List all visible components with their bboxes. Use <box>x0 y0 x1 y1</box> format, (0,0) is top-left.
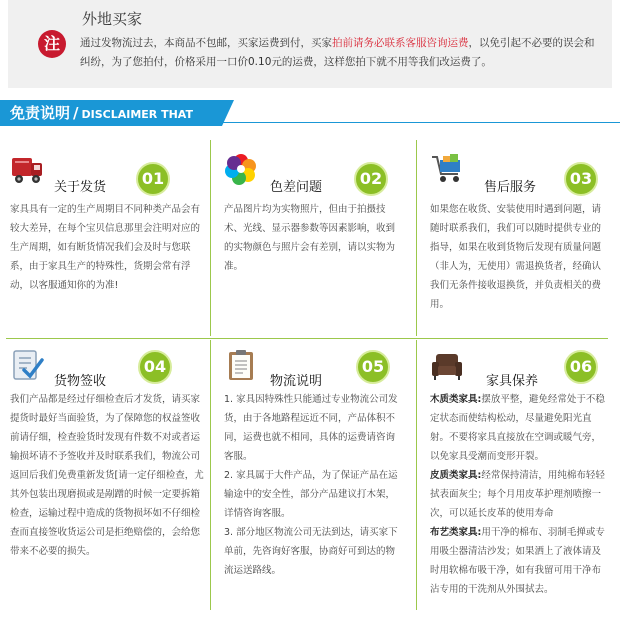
notice-badge: 注 <box>38 30 66 58</box>
grid-divider-v1 <box>210 140 211 336</box>
cell-body: 如果您在收货、安装使用时遇到问题，请随时联系我们，我们可以随时提供专业的指导，如果在收到货物后发现有质量问题（非人为，无使用）需退换货者，经确认我们无条件接收退换货，并负责相关的费用。 <box>430 204 602 310</box>
care-item-wood <box>430 390 608 466</box>
notice-text-highlight: 拍前请务必联系客服咨询运费 <box>332 37 469 49</box>
clipboard-icon <box>224 348 258 382</box>
cell-logistics <box>224 348 406 610</box>
cell-title: 货物签收 <box>54 374 107 389</box>
care-item-text: 经常保持清洁，用纯棉布轻轻拭表面灰尘；每个月用皮革护理剂喷擦一次，可以延长皮革的使用寿命 <box>430 470 605 519</box>
care-item-text: 摆放平整，避免经常处于不稳定状态而使结构松动，尽量避免阳光直射。不要将家具直接放在空调或暖气旁，以免家具受潮而变形开裂。 <box>430 394 605 462</box>
grid-divider-v2 <box>416 140 417 336</box>
cell-body: 产品图片均为实物照片，但由于拍摄技术、光线、显示器参数等因素影响，收到的实物颜色与照片会有差别，请以实物为准。 <box>224 204 396 272</box>
banner-slash: / <box>73 104 79 122</box>
grid-divider-v3 <box>210 340 211 610</box>
care-item-fabric <box>430 523 608 599</box>
cell-number-badge: 01 <box>136 162 170 196</box>
delivery-truck-icon <box>10 152 44 186</box>
logistics-item: 1. 家具因特殊性只能通过专业物流公司发货，由于各地路程远近不同，产品体积不同，运费也就不相同，具体的运费请咨询客服。 <box>224 394 398 462</box>
cell-number-badge: 03 <box>564 162 598 196</box>
shopping-cart-icon <box>430 152 464 186</box>
cell-body <box>430 390 608 599</box>
cell-body: 家具具有一定的生产周期目不同种类产品会有较大差异，在每个宝贝信息那里会注明对应的生产周期，如有断货情况我们会及时与您联系，由于家具生产的特殊性，货期会常有浮动，以客服通知你的为准! <box>10 204 201 291</box>
cell-title: 色差问题 <box>270 180 323 195</box>
disclaimer-banner <box>0 100 222 126</box>
cell-number-badge: 06 <box>564 350 598 384</box>
logistics-item: 3. 部分地区物流公司无法到达，请买家下单前，先咨询好客服，协商好可到达的物流运送路线。 <box>224 527 398 576</box>
cell-color-difference <box>224 152 406 332</box>
cell-shipping <box>10 152 204 332</box>
care-item-text: 用干净的棉布、羽制毛掸或专用吸尘器清洁沙发；如果洒上了液体请及时用软棉布吸干净，如有我留可用干净布沾专用的干洗剂从外围拭去。 <box>430 527 605 595</box>
care-item-label: 皮质类家具: <box>430 470 482 481</box>
checklist-icon <box>10 348 44 382</box>
shipping-notice <box>8 0 612 88</box>
care-item-leather <box>430 466 608 523</box>
banner-title-en: DISCLAIMER THAT <box>81 108 193 121</box>
cell-title: 关于发货 <box>54 180 107 195</box>
sofa-icon <box>430 348 464 382</box>
cell-number-badge: 04 <box>138 350 172 384</box>
cell-title: 物流说明 <box>270 374 323 389</box>
notice-text <box>80 34 600 72</box>
cell-body <box>224 390 404 580</box>
care-item-label: 木质类家具: <box>430 394 482 405</box>
cell-delivery-receipt <box>10 348 204 610</box>
banner-tail <box>222 100 234 126</box>
notice-text-before: 通过发物流过去，本商品不包邮，买家运费到付，买家 <box>80 37 332 49</box>
notice-text-after: ，以免引起不必要的误会和纠纷，为了您拍付，价格采用一口价0.10元的运费，这样您拍下就不用等我们改运费了。 <box>80 37 595 68</box>
cell-number-badge: 05 <box>356 350 390 384</box>
cell-after-sales <box>430 152 610 332</box>
color-wheel-icon <box>224 152 258 186</box>
care-item-label: 布艺类家具: <box>430 527 482 538</box>
cell-title: 家具保养 <box>486 374 539 389</box>
grid-divider-h1 <box>6 338 608 339</box>
cell-body: 我们产品都是经过仔细检查后才发货，请买家提货时最好当面验货，为了保障您的权益签收前请仔细，检查验货时发现有件数不对或者运输损坏请不予签收并及时联系我们，物流公司返回后我们免费重新发货[请一定仔细检查，尤其外包装出现磨损或是剐蹭的时候一定要拆箱检查，运输过程中造成的货物损坏如不仔细检查而直接签收货运公司是拒绝赔偿的，会给您带来不必要的损失。 <box>10 394 204 557</box>
cell-title: 售后服务 <box>484 180 537 195</box>
logistics-item: 2. 家具属于大件产品，为了保证产品在运输途中的安全性，部分产品建议打木架，详情咨询客服。 <box>224 470 398 519</box>
cell-furniture-care <box>430 348 610 610</box>
banner-title-zh: 免责说明 <box>10 104 71 122</box>
grid-divider-v4 <box>416 340 417 610</box>
cell-number-badge: 02 <box>354 162 388 196</box>
notice-title: 外地买家 <box>82 10 143 28</box>
